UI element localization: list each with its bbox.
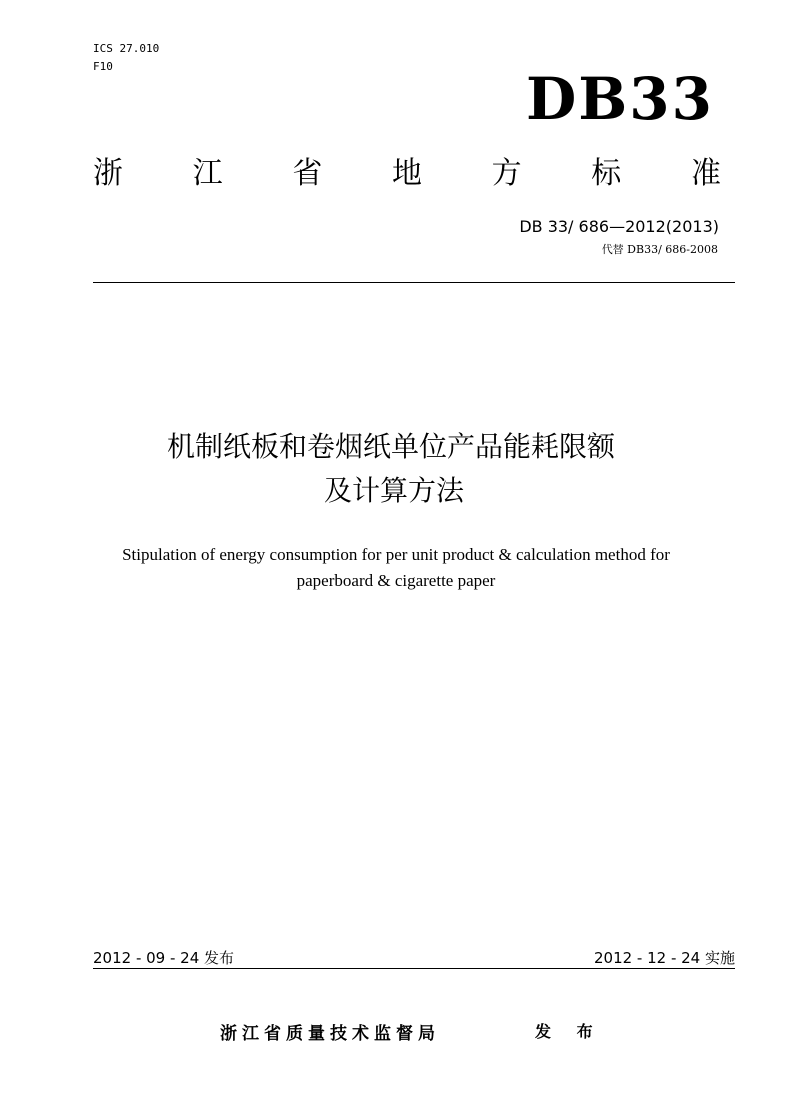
db33-logo: DB33 bbox=[525, 65, 714, 133]
standard-type-char: 江 bbox=[192, 156, 223, 191]
header-divider bbox=[93, 282, 735, 283]
standard-type-char: 标 bbox=[591, 156, 622, 191]
issuing-authority: 浙江省质量技术监督局 bbox=[220, 1024, 440, 1044]
standard-type-heading bbox=[93, 152, 721, 196]
chinese-title bbox=[0, 425, 792, 513]
implementation-date: 2012 - 12 - 24 实施 bbox=[593, 949, 735, 967]
chinese-title-line-2: 及计算方法 bbox=[323, 474, 464, 507]
standard-type-char: 地 bbox=[391, 156, 422, 191]
ccs-code: F10 bbox=[93, 60, 113, 73]
classification-codes bbox=[93, 40, 159, 76]
chinese-title-line-1: 机制纸板和卷烟纸单位产品能耗限额 bbox=[166, 430, 615, 463]
standard-type-char: 省 bbox=[292, 156, 323, 191]
english-title-line-1: Stipulation of energy consumption for per unit product & calculation method for bbox=[122, 545, 670, 564]
standard-type-char: 准 bbox=[690, 156, 721, 191]
english-title-line-2: paperboard & cigarette paper bbox=[296, 571, 496, 590]
standard-type-char: 浙 bbox=[93, 156, 123, 191]
ics-code: ICS 27.010 bbox=[93, 42, 160, 55]
footer-divider bbox=[93, 968, 735, 969]
english-title bbox=[0, 542, 792, 594]
standard-type-char: 方 bbox=[491, 156, 522, 191]
replaces-standard: 代替 DB33/ 686-2008 bbox=[601, 243, 718, 256]
issue-date: 2012 - 09 - 24 发布 bbox=[93, 949, 235, 967]
publish-label: 发 布 bbox=[535, 1022, 603, 1041]
standard-number: DB 33/ 686—2012(2013) bbox=[519, 217, 719, 236]
